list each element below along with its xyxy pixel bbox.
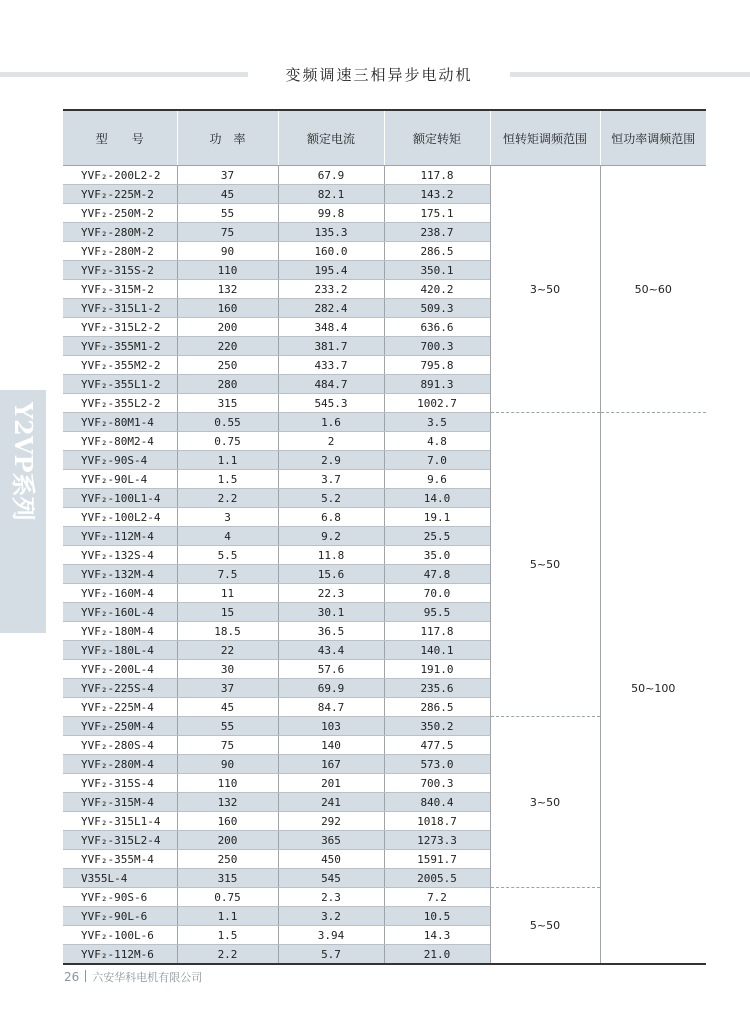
cell-power: 1.1 — [177, 451, 278, 470]
cell-model: YVF₂-225M-2 — [63, 185, 177, 204]
cell-model: YVF₂-225M-4 — [63, 698, 177, 717]
col-header-power: 功 率 — [177, 110, 278, 166]
col-header-rated-current: 额定电流 — [278, 110, 384, 166]
cell-power: 315 — [177, 394, 278, 413]
cell-power: 37 — [177, 679, 278, 698]
cell-rated-torque: 19.1 — [384, 508, 490, 527]
cell-rated-current: 2.3 — [278, 888, 384, 907]
page-footer — [64, 969, 202, 985]
cell-rated-torque: 14.3 — [384, 926, 490, 945]
cell-model: YVF₂-90S-4 — [63, 451, 177, 470]
cell-rated-current: 2 — [278, 432, 384, 451]
cell-power: 0.75 — [177, 888, 278, 907]
cell-rated-torque: 117.8 — [384, 166, 490, 185]
cell-rated-current: 1.6 — [278, 413, 384, 432]
table-row — [63, 166, 706, 185]
cell-power: 315 — [177, 869, 278, 888]
cell-power: 90 — [177, 242, 278, 261]
cell-rated-torque: 286.5 — [384, 698, 490, 717]
cell-rated-current: 99.8 — [278, 204, 384, 223]
cell-rated-current: 292 — [278, 812, 384, 831]
cell-power: 250 — [177, 356, 278, 375]
cell-model: YVF₂-132M-4 — [63, 565, 177, 584]
cell-model: YVF₂-355L2-2 — [63, 394, 177, 413]
cell-rated-torque: 477.5 — [384, 736, 490, 755]
cell-power: 45 — [177, 698, 278, 717]
cell-model: YVF₂-280M-2 — [63, 223, 177, 242]
cell-rated-current: 82.1 — [278, 185, 384, 204]
cell-rated-current: 433.7 — [278, 356, 384, 375]
cell-model: YVF₂-112M-6 — [63, 945, 177, 965]
series-label: Y2VP系列 — [9, 402, 38, 521]
cell-power: 110 — [177, 261, 278, 280]
cell-rated-current: 69.9 — [278, 679, 384, 698]
footer-divider — [85, 970, 86, 982]
cell-constant-torque-range: 5~50 — [490, 888, 600, 965]
cell-model: YVF₂-315L2-4 — [63, 831, 177, 850]
cell-model: YVF₂-280S-4 — [63, 736, 177, 755]
cell-rated-torque: 143.2 — [384, 185, 490, 204]
table-header-row — [63, 110, 706, 166]
table-row — [63, 413, 706, 432]
cell-power: 45 — [177, 185, 278, 204]
cell-power: 160 — [177, 299, 278, 318]
cell-rated-torque: 175.1 — [384, 204, 490, 223]
cell-model: YVF₂-280M-2 — [63, 242, 177, 261]
cell-rated-current: 282.4 — [278, 299, 384, 318]
cell-rated-current: 3.2 — [278, 907, 384, 926]
cell-rated-torque: 7.0 — [384, 451, 490, 470]
cell-rated-current: 135.3 — [278, 223, 384, 242]
cell-rated-current: 201 — [278, 774, 384, 793]
cell-power: 7.5 — [177, 565, 278, 584]
header-rule-right — [510, 72, 750, 77]
cell-model: YVF₂-200L2-2 — [63, 166, 177, 185]
cell-rated-torque: 700.3 — [384, 337, 490, 356]
cell-rated-torque: 573.0 — [384, 755, 490, 774]
cell-power: 22 — [177, 641, 278, 660]
cell-rated-torque: 1018.7 — [384, 812, 490, 831]
cell-rated-current: 5.2 — [278, 489, 384, 508]
col-header-model: 型 号 — [63, 110, 177, 166]
cell-power: 55 — [177, 204, 278, 223]
cell-model: YVF₂-100L2-4 — [63, 508, 177, 527]
page-number: 26 — [64, 970, 80, 984]
col-header-constant-torque-range: 恒转矩调频范围 — [490, 110, 600, 166]
cell-rated-torque: 140.1 — [384, 641, 490, 660]
cell-model: YVF₂-132S-4 — [63, 546, 177, 565]
cell-rated-current: 103 — [278, 717, 384, 736]
cell-rated-current: 365 — [278, 831, 384, 850]
cell-power: 30 — [177, 660, 278, 679]
cell-rated-torque: 1273.3 — [384, 831, 490, 850]
cell-model: YVF₂-160L-4 — [63, 603, 177, 622]
cell-power: 1.5 — [177, 926, 278, 945]
cell-model: V355L-4 — [63, 869, 177, 888]
cell-rated-current: 195.4 — [278, 261, 384, 280]
cell-power: 5.5 — [177, 546, 278, 565]
cell-power: 37 — [177, 166, 278, 185]
cell-power: 200 — [177, 318, 278, 337]
cell-rated-torque: 35.0 — [384, 546, 490, 565]
cell-rated-torque: 10.5 — [384, 907, 490, 926]
series-side-tab — [0, 390, 46, 633]
cell-rated-torque: 700.3 — [384, 774, 490, 793]
cell-rated-current: 5.7 — [278, 945, 384, 965]
cell-rated-current: 22.3 — [278, 584, 384, 603]
cell-power: 132 — [177, 793, 278, 812]
cell-rated-torque: 21.0 — [384, 945, 490, 965]
cell-power: 2.2 — [177, 489, 278, 508]
cell-rated-torque: 47.8 — [384, 565, 490, 584]
cell-rated-torque: 117.8 — [384, 622, 490, 641]
cell-power: 4 — [177, 527, 278, 546]
cell-model: YVF₂-180L-4 — [63, 641, 177, 660]
cell-rated-torque: 7.2 — [384, 888, 490, 907]
cell-rated-current: 160.0 — [278, 242, 384, 261]
cell-rated-torque: 14.0 — [384, 489, 490, 508]
cell-power: 132 — [177, 280, 278, 299]
cell-power: 75 — [177, 736, 278, 755]
cell-rated-torque: 95.5 — [384, 603, 490, 622]
cell-power: 0.55 — [177, 413, 278, 432]
cell-rated-torque: 420.2 — [384, 280, 490, 299]
cell-model: YVF₂-315S-2 — [63, 261, 177, 280]
cell-model: YVF₂-315L1-2 — [63, 299, 177, 318]
cell-model: YVF₂-112M-4 — [63, 527, 177, 546]
header-rule-left — [0, 72, 248, 77]
cell-power: 11 — [177, 584, 278, 603]
cell-model: YVF₂-280M-4 — [63, 755, 177, 774]
cell-power: 1.1 — [177, 907, 278, 926]
cell-rated-current: 381.7 — [278, 337, 384, 356]
cell-rated-torque: 70.0 — [384, 584, 490, 603]
cell-power: 55 — [177, 717, 278, 736]
cell-power: 250 — [177, 850, 278, 869]
cell-power: 90 — [177, 755, 278, 774]
cell-power: 220 — [177, 337, 278, 356]
cell-rated-torque: 286.5 — [384, 242, 490, 261]
company-name: 六安华科电机有限公司 — [92, 971, 203, 984]
cell-rated-current: 545.3 — [278, 394, 384, 413]
cell-power: 3 — [177, 508, 278, 527]
cell-model: YVF₂-355M2-2 — [63, 356, 177, 375]
cell-constant-power-range: 50~60 — [600, 166, 706, 413]
cell-rated-torque: 891.3 — [384, 375, 490, 394]
cell-power: 75 — [177, 223, 278, 242]
cell-rated-current: 11.8 — [278, 546, 384, 565]
cell-power: 280 — [177, 375, 278, 394]
cell-rated-torque: 9.6 — [384, 470, 490, 489]
cell-rated-torque: 191.0 — [384, 660, 490, 679]
cell-rated-current: 15.6 — [278, 565, 384, 584]
cell-rated-torque: 509.3 — [384, 299, 490, 318]
cell-rated-current: 2.9 — [278, 451, 384, 470]
cell-rated-torque: 350.1 — [384, 261, 490, 280]
cell-model: YVF₂-90L-6 — [63, 907, 177, 926]
cell-model: YVF₂-100L-6 — [63, 926, 177, 945]
cell-rated-current: 484.7 — [278, 375, 384, 394]
cell-rated-torque: 2005.5 — [384, 869, 490, 888]
cell-rated-current: 84.7 — [278, 698, 384, 717]
cell-rated-torque: 25.5 — [384, 527, 490, 546]
cell-rated-torque: 235.6 — [384, 679, 490, 698]
cell-model: YVF₂-225S-4 — [63, 679, 177, 698]
cell-power: 0.75 — [177, 432, 278, 451]
cell-model: YVF₂-315L1-4 — [63, 812, 177, 831]
cell-constant-torque-range: 5~50 — [490, 413, 600, 717]
cell-rated-current: 241 — [278, 793, 384, 812]
cell-rated-current: 167 — [278, 755, 384, 774]
cell-rated-current: 233.2 — [278, 280, 384, 299]
cell-constant-torque-range: 3~50 — [490, 717, 600, 888]
cell-rated-torque: 795.8 — [384, 356, 490, 375]
cell-model: YVF₂-80M1-4 — [63, 413, 177, 432]
cell-constant-power-range: 50~100 — [600, 413, 706, 965]
cell-rated-current: 30.1 — [278, 603, 384, 622]
cell-rated-torque: 3.5 — [384, 413, 490, 432]
cell-rated-torque: 1002.7 — [384, 394, 490, 413]
cell-model: YVF₂-355M-4 — [63, 850, 177, 869]
cell-rated-current: 57.6 — [278, 660, 384, 679]
page-title: 变频调速三相异步电动机 — [285, 66, 473, 84]
motor-spec-table — [63, 109, 706, 965]
cell-rated-current: 450 — [278, 850, 384, 869]
cell-model: YVF₂-355L1-2 — [63, 375, 177, 394]
col-header-rated-torque: 额定转矩 — [384, 110, 490, 166]
cell-model: YVF₂-180M-4 — [63, 622, 177, 641]
cell-model: YVF₂-250M-4 — [63, 717, 177, 736]
cell-rated-torque: 1591.7 — [384, 850, 490, 869]
cell-constant-torque-range: 3~50 — [490, 166, 600, 413]
cell-rated-torque: 636.6 — [384, 318, 490, 337]
cell-rated-current: 545 — [278, 869, 384, 888]
cell-rated-current: 140 — [278, 736, 384, 755]
cell-rated-current: 6.8 — [278, 508, 384, 527]
cell-rated-current: 43.4 — [278, 641, 384, 660]
cell-model: YVF₂-315L2-2 — [63, 318, 177, 337]
cell-rated-current: 3.7 — [278, 470, 384, 489]
table-body — [63, 166, 706, 965]
cell-model: YVF₂-315S-4 — [63, 774, 177, 793]
cell-model: YVF₂-200L-4 — [63, 660, 177, 679]
cell-power: 110 — [177, 774, 278, 793]
cell-model: YVF₂-90L-4 — [63, 470, 177, 489]
cell-model: YVF₂-90S-6 — [63, 888, 177, 907]
cell-rated-torque: 238.7 — [384, 223, 490, 242]
cell-rated-current: 348.4 — [278, 318, 384, 337]
cell-power: 18.5 — [177, 622, 278, 641]
cell-model: YVF₂-315M-4 — [63, 793, 177, 812]
cell-model: YVF₂-100L1-4 — [63, 489, 177, 508]
cell-model: YVF₂-355M1-2 — [63, 337, 177, 356]
cell-model: YVF₂-80M2-4 — [63, 432, 177, 451]
cell-power: 2.2 — [177, 945, 278, 965]
cell-rated-current: 36.5 — [278, 622, 384, 641]
cell-power: 15 — [177, 603, 278, 622]
cell-rated-current: 67.9 — [278, 166, 384, 185]
cell-model: YVF₂-160M-4 — [63, 584, 177, 603]
cell-model: YVF₂-250M-2 — [63, 204, 177, 223]
cell-rated-torque: 4.8 — [384, 432, 490, 451]
cell-rated-current: 9.2 — [278, 527, 384, 546]
cell-rated-torque: 840.4 — [384, 793, 490, 812]
cell-power: 160 — [177, 812, 278, 831]
cell-power: 1.5 — [177, 470, 278, 489]
cell-rated-torque: 350.2 — [384, 717, 490, 736]
cell-power: 200 — [177, 831, 278, 850]
cell-rated-current: 3.94 — [278, 926, 384, 945]
cell-model: YVF₂-315M-2 — [63, 280, 177, 299]
col-header-constant-power-range: 恒功率调频范围 — [600, 110, 706, 166]
